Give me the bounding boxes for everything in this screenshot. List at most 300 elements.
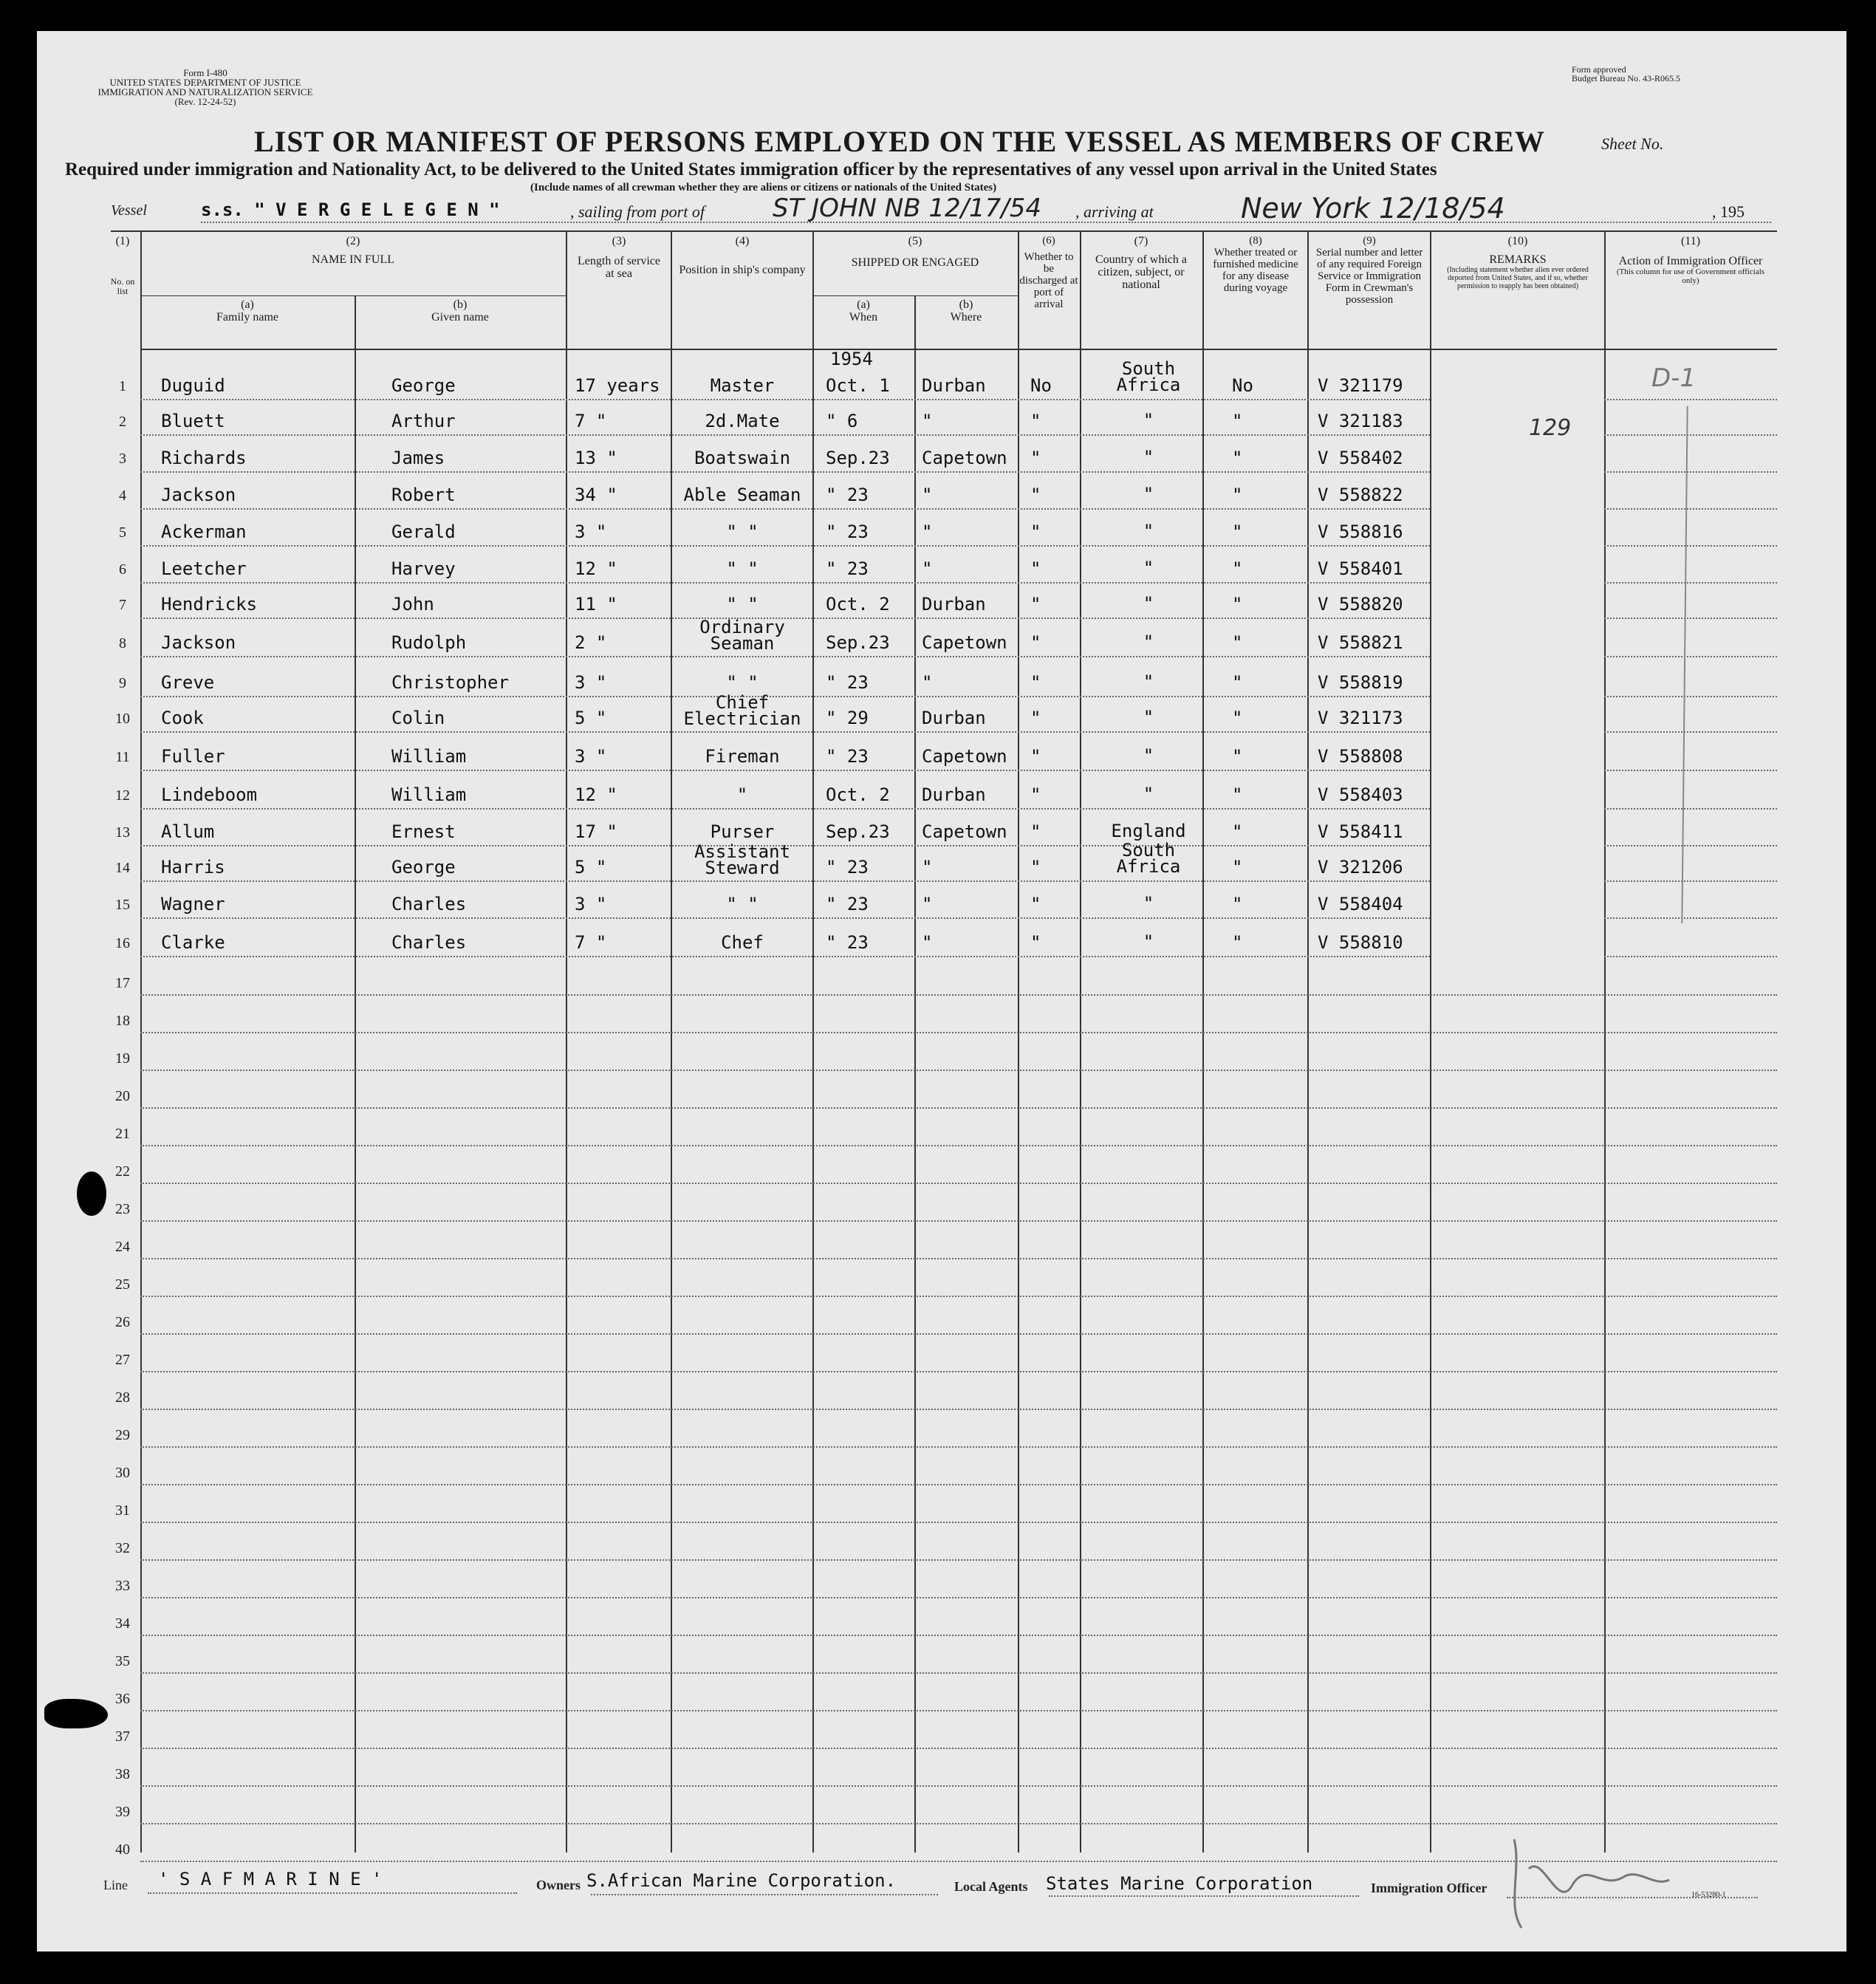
col6-label: Whether to be discharged at port of arrival (1019, 251, 1078, 310)
cell-country: " (1143, 671, 1154, 692)
row-number: 40 (115, 1841, 130, 1858)
cell-country: " (1143, 558, 1154, 578)
cell-discharged: " (1030, 632, 1041, 653)
arriving-at-value: New York 12/18/54 (1241, 192, 1505, 225)
col2a-label: Family name (216, 311, 278, 324)
row-rule-action (1604, 471, 1777, 473)
cell-country: " (1143, 447, 1154, 468)
officer-signature (1499, 1824, 1677, 1935)
cell-country: " (1143, 707, 1154, 728)
row-number: 4 (119, 488, 126, 504)
cell-family: Jackson (161, 632, 236, 653)
row-number: 19 (115, 1050, 130, 1067)
cell-service: 7 " (575, 411, 607, 431)
cell-when: " 23 (826, 672, 869, 693)
cell-country: " (1143, 893, 1154, 914)
row-rule (140, 1559, 1777, 1561)
cell-given: Christopher (391, 672, 509, 693)
cell-discharged: " (1030, 485, 1041, 505)
cell-serial: V 558820 (1318, 594, 1403, 615)
cell-medicine: " (1232, 708, 1243, 728)
cell-serial: V 558401 (1318, 558, 1403, 579)
col4-number: (4) (735, 235, 750, 247)
cell-given: Ernest (391, 821, 456, 842)
row-number: 30 (115, 1465, 130, 1481)
cell-where: " (922, 521, 933, 542)
row-number: 37 (115, 1728, 130, 1745)
row-number: 34 (115, 1615, 130, 1632)
row-rule (140, 1258, 1777, 1259)
cell-service: 11 " (575, 594, 617, 615)
cell-service: 3 " (575, 521, 607, 542)
col-divider-7 (1202, 230, 1204, 1853)
cell-country: England (1111, 821, 1186, 841)
row-rule (140, 1296, 1777, 1297)
table-top-rule (111, 230, 1777, 232)
ink-blot-top (77, 1171, 106, 1216)
cell-where: Durban (922, 708, 986, 728)
cell-family: Hendricks (161, 594, 258, 615)
service-name: IMMIGRATION AND NATURALIZATION SERVICE (97, 86, 313, 98)
col6-number: (6) (1042, 235, 1055, 247)
line-dots (148, 1892, 517, 1894)
col2b-label: Given name (431, 311, 489, 324)
col9-header (1310, 235, 1428, 306)
cell-given: James (391, 448, 445, 468)
cell-position: " " (726, 894, 759, 914)
col8-number: (8) (1249, 235, 1262, 247)
cell-country: " (1143, 593, 1154, 614)
row-number: 18 (115, 1013, 130, 1029)
col9-label: Serial number and letter of any required Foreign Service or Immigration Form in Crewman's possession (1315, 247, 1423, 306)
cell-family: Duguid (161, 375, 225, 396)
cell-country: South Africa (1116, 840, 1181, 877)
cell-given: Harvey (391, 558, 456, 579)
row-rule (140, 545, 1430, 547)
form-agency-header (65, 68, 346, 106)
cell-country: " (1143, 931, 1154, 952)
col5b-number: (b) (959, 298, 973, 311)
cell-medicine: No (1232, 375, 1253, 396)
row-rule (140, 1371, 1777, 1372)
cell-medicine: " (1232, 632, 1243, 653)
cell-service: 3 " (575, 894, 607, 914)
remarks-mark: 129 (1529, 415, 1572, 441)
row-rule (140, 582, 1430, 584)
immigration-officer-label: Immigration Officer (1371, 1881, 1488, 1895)
row-rule-action (1604, 956, 1777, 957)
vessel-line-dots (201, 222, 1771, 223)
cell-discharged: " (1030, 708, 1041, 728)
cell-family: Fuller (161, 746, 225, 767)
row-rule (140, 656, 1430, 657)
row-number: 26 (115, 1314, 130, 1330)
cell-discharged: No (1030, 375, 1052, 396)
cell-serial: V 558819 (1318, 672, 1403, 693)
cell-discharged: " (1030, 558, 1041, 579)
cell-country: " (1143, 745, 1154, 766)
cell-discharged: " (1030, 821, 1041, 842)
col1-number: (1) (115, 235, 130, 247)
cell-position: Chief Electrician (683, 692, 801, 729)
cell-given: John (391, 594, 434, 615)
cell-position: Assistant Steward (694, 841, 791, 878)
row-rule (140, 956, 1430, 957)
cell-service: 5 " (575, 708, 607, 728)
cell-position: " " (726, 521, 759, 542)
row-rule (140, 1748, 1777, 1749)
cell-medicine: " (1232, 894, 1243, 914)
row-rule (140, 1220, 1777, 1222)
form-approved: Form approved (1572, 64, 1626, 75)
cell-given: William (391, 784, 467, 805)
row-number: 20 (115, 1088, 130, 1104)
header-bottom-rule (140, 349, 1777, 350)
row-rule-action (1604, 696, 1777, 697)
row-number: 10 (115, 711, 130, 727)
col4-label: Position in ship's company (679, 264, 806, 276)
row-rule (140, 1446, 1777, 1448)
cell-where: " (922, 894, 933, 914)
col6-header (1019, 235, 1078, 310)
legal-requirement: Required under immigration and Nationality Act, to be delivered to the United States immigration officer by the representatives of any vessel upon arrival in the United States (65, 160, 1437, 179)
cell-when: " 29 (826, 708, 869, 728)
col5b-label: Where (950, 311, 982, 324)
cell-family: Lindeboom (161, 784, 258, 805)
cell-when: " 23 (826, 932, 869, 953)
row-rule-action (1604, 399, 1777, 400)
cell-position: Master (710, 375, 775, 396)
cell-medicine: " (1232, 594, 1243, 615)
cell-medicine: " (1232, 411, 1243, 431)
name-subheader-rule (140, 295, 566, 296)
col1-header (108, 235, 137, 296)
cell-discharged: " (1030, 784, 1041, 805)
col11-note: (This column for use of Government officials only) (1616, 267, 1765, 285)
cell-service: 5 " (575, 857, 607, 878)
row-rule-action (1604, 618, 1777, 619)
row-rule-action (1604, 917, 1777, 919)
cell-serial: V 558403 (1318, 784, 1403, 805)
row-rule (140, 994, 1777, 996)
cell-serial: V 321183 (1318, 411, 1403, 431)
row-rule (140, 1145, 1777, 1146)
row-number: 35 (115, 1653, 130, 1669)
cell-where: " (922, 672, 933, 693)
cell-where: " (922, 485, 933, 505)
cell-serial: V 321173 (1318, 708, 1403, 728)
corner-code: 16-53280-1 (1691, 1891, 1726, 1899)
arriving-at-label: , arriving at (1075, 202, 1154, 221)
col2b-header (355, 298, 566, 324)
row-number: 6 (119, 561, 126, 578)
cell-country: South Africa (1116, 358, 1181, 395)
col-divider-10 (1604, 230, 1606, 1853)
row-rule (140, 1710, 1777, 1711)
cell-service: 12 " (575, 558, 617, 579)
owners-dots (591, 1894, 938, 1895)
department-name: UNITED STATES DEPARTMENT OF JUSTICE (109, 77, 301, 88)
cell-service: 3 " (575, 672, 607, 693)
cell-given: William (391, 746, 467, 767)
row-rule (140, 1484, 1777, 1485)
revision-date: (Rev. 12-24-52) (174, 96, 236, 107)
col7-number: (7) (1134, 235, 1148, 247)
col11-label: Action of Immigration Officer (1618, 255, 1763, 267)
row-rule (140, 808, 1430, 810)
cell-where: Durban (922, 375, 986, 396)
row-rule-action (1604, 731, 1777, 733)
col5a-label: When (849, 311, 878, 324)
cell-when: Sep.23 (826, 448, 890, 468)
cell-position: Ordinary Seaman (699, 617, 785, 654)
col11-number: (11) (1680, 235, 1701, 247)
cell-where: " (922, 558, 933, 579)
cell-position: 2d.Mate (705, 411, 780, 431)
col7-header (1084, 235, 1198, 291)
cell-family: Allum (161, 821, 215, 842)
row-rule (140, 1333, 1777, 1335)
col5a-header (812, 298, 914, 324)
cell-given: Rudolph (391, 632, 467, 653)
cell-medicine: " (1232, 932, 1243, 953)
col2a-number: (a) (241, 298, 254, 311)
row-rule (140, 508, 1430, 510)
row-number: 36 (115, 1691, 130, 1707)
row-number: 38 (115, 1766, 130, 1782)
col10-note: (Including statement whether alien ever ordered deported from United States, and if so, whether permission to reapply has been obtained) (1447, 266, 1589, 290)
row-rule-action (1604, 808, 1777, 810)
row-rule (140, 1107, 1777, 1109)
cell-medicine: " (1232, 448, 1243, 468)
sailing-from-label: , sailing from port of (570, 202, 705, 221)
cell-when: Sep.23 (826, 632, 890, 653)
col-divider-6 (1080, 230, 1081, 1853)
cell-when: " 23 (826, 485, 869, 505)
col8-header (1207, 235, 1304, 294)
cell-serial: V 558402 (1318, 448, 1403, 468)
cell-service: 12 " (575, 784, 617, 805)
cell-service: 2 " (575, 632, 607, 653)
cell-service: 17 years (575, 375, 660, 396)
page-title: LIST OR MANIFEST OF PERSONS EMPLOYED ON THE VESSEL AS MEMBERS OF CREW (254, 125, 1545, 158)
cell-where: Capetown (922, 746, 1007, 767)
row-number: 23 (115, 1201, 130, 1217)
row-number: 21 (115, 1126, 130, 1142)
cell-discharged: " (1030, 411, 1041, 431)
col10-label: REMARKS (1489, 253, 1547, 266)
cell-discharged: " (1030, 594, 1041, 615)
cell-where: Durban (922, 784, 986, 805)
row-number: 2 (119, 414, 126, 430)
col-divider-2a (355, 295, 356, 1853)
year-suffix: , 195 (1712, 202, 1745, 221)
cell-serial: V 321206 (1318, 857, 1403, 878)
row-number: 12 (115, 787, 130, 804)
cell-serial: V 321179 (1318, 375, 1403, 396)
row-rule-action (1604, 770, 1777, 771)
cell-medicine: " (1232, 746, 1243, 767)
cell-where: " (922, 857, 933, 878)
row-number: 14 (115, 860, 130, 876)
col3-label: Length of service at sea (578, 255, 660, 280)
cell-serial: V 558822 (1318, 485, 1403, 505)
cell-position: Purser (710, 821, 775, 842)
cell-service: 34 " (575, 485, 617, 505)
sheet-number-label: Sheet No. (1601, 134, 1664, 153)
year-note: 1954 (830, 349, 873, 369)
budget-bureau-number: Budget Bureau No. 43-R065.5 (1572, 73, 1680, 83)
col2b-number: (b) (453, 298, 468, 311)
cell-family: Jackson (161, 485, 236, 505)
row-number: 16 (115, 935, 130, 951)
col-divider-1 (140, 230, 142, 1853)
cell-service: 3 " (575, 746, 607, 767)
cell-serial: V 558411 (1318, 821, 1403, 842)
cell-discharged: " (1030, 857, 1041, 878)
col-divider-9 (1430, 230, 1431, 1853)
include-note: (Include names of all crewman whether they are aliens or citizens or nationals of the United States) (530, 182, 997, 194)
col10-header (1433, 235, 1603, 290)
cell-given: Charles (391, 932, 467, 953)
cell-service: 13 " (575, 448, 617, 468)
sailing-from-value: ST JOHN NB 12/17/54 (773, 194, 1042, 223)
row-rule (140, 917, 1430, 919)
cell-family: Wagner (161, 894, 225, 914)
cell-country: " (1143, 410, 1154, 431)
row-rule (140, 1070, 1777, 1071)
row-rule-action (1604, 582, 1777, 584)
cell-when: Sep.23 (826, 821, 890, 842)
row-rule (140, 731, 1430, 733)
cell-country: " (1143, 484, 1154, 504)
cell-family: Greve (161, 672, 215, 693)
cell-discharged: " (1030, 932, 1041, 953)
row-rule (140, 471, 1430, 473)
row-number: 7 (119, 597, 126, 613)
col5-header (812, 235, 1018, 269)
cell-where: " (922, 411, 933, 431)
cell-service: 7 " (575, 932, 607, 953)
row-number: 27 (115, 1352, 130, 1368)
row-rule-action (1604, 434, 1777, 436)
cell-given: Robert (391, 485, 456, 505)
vessel-name: s.s. " V E R G E L E G E N " (201, 199, 500, 220)
row-rule (140, 1522, 1777, 1523)
cell-when: " 23 (826, 857, 869, 878)
col-divider-3 (671, 230, 672, 1853)
row-rule (140, 399, 1430, 400)
col3-header (575, 235, 663, 280)
row-number: 9 (119, 675, 126, 691)
line-value: ' S A F M A R I N E ' (158, 1869, 383, 1889)
cell-discharged: " (1030, 448, 1041, 468)
col2a-header (140, 298, 355, 324)
cell-serial: V 558816 (1318, 521, 1403, 542)
col4-header (674, 235, 811, 276)
row-rule (140, 1785, 1777, 1787)
cell-medicine: " (1232, 521, 1243, 542)
row-number: 31 (115, 1502, 130, 1519)
cell-discharged: " (1030, 746, 1041, 767)
col-divider-8 (1307, 230, 1309, 1853)
cell-position: " " (726, 594, 759, 615)
cell-position: " " (726, 672, 759, 693)
cell-family: Ackerman (161, 521, 247, 542)
form-number: Form I-480 (183, 67, 227, 78)
row-number: 3 (119, 451, 126, 467)
cell-when: " 6 (826, 411, 858, 431)
cell-serial: V 558821 (1318, 632, 1403, 653)
row-rule (140, 1183, 1777, 1184)
col-divider-4 (812, 230, 814, 1853)
ink-blot-bottom (44, 1699, 108, 1728)
cell-given: Gerald (391, 521, 456, 542)
cell-given: George (391, 857, 456, 878)
cell-when: Oct. 2 (826, 784, 890, 805)
owners-value: S.African Marine Corporation. (586, 1870, 897, 1891)
cell-serial: V 558404 (1318, 894, 1403, 914)
cell-when: Oct. 2 (826, 594, 890, 615)
cell-position: Boatswain (694, 448, 791, 468)
col3-number: (3) (612, 235, 626, 247)
agents-dots (1049, 1895, 1359, 1897)
line-label: Line (103, 1878, 128, 1892)
col7-label: Country of which a citizen, subject, or national (1095, 253, 1187, 291)
col9-number: (9) (1363, 235, 1376, 247)
col-divider-5 (1018, 230, 1019, 1853)
row-rule-action (1604, 545, 1777, 547)
cell-position: " (736, 784, 748, 805)
col5-label: SHIPPED OR ENGAGED (851, 256, 979, 269)
row-number: 22 (115, 1163, 130, 1180)
row-number: 11 (115, 749, 130, 765)
cell-serial: V 558810 (1318, 932, 1403, 953)
cell-when: Oct. 1 (826, 375, 890, 396)
cell-medicine: " (1232, 857, 1243, 878)
row-rule (140, 880, 1430, 882)
row-rule-action (1604, 656, 1777, 657)
row-rule (140, 770, 1430, 771)
row-number: 15 (115, 897, 130, 913)
vessel-label: Vessel (111, 202, 147, 219)
col2-header (140, 235, 566, 266)
row-rule (140, 434, 1430, 436)
col-divider-5a (914, 295, 916, 1853)
cell-given: Charles (391, 894, 467, 914)
row-rule (140, 1672, 1777, 1674)
cell-family: Harris (161, 857, 225, 878)
row-number: 33 (115, 1578, 130, 1594)
col-divider-2 (566, 230, 567, 1853)
cell-when: " 23 (826, 521, 869, 542)
cell-family: Bluett (161, 411, 225, 431)
col8-label: Whether treated or furnished medicine for any disease during voyage (1213, 247, 1298, 294)
col10-number: (10) (1507, 235, 1528, 247)
col5-number: (5) (908, 235, 922, 247)
row-number: 25 (115, 1276, 130, 1293)
col5a-number: (a) (857, 298, 870, 311)
row-rule-action (1604, 880, 1777, 882)
row-number: 39 (115, 1804, 130, 1820)
cell-given: Arthur (391, 411, 456, 431)
cell-when: " 23 (826, 746, 869, 767)
cell-family: Clarke (161, 932, 225, 953)
cell-family: Cook (161, 708, 204, 728)
row-number: 13 (115, 824, 130, 841)
cell-discharged: " (1030, 894, 1041, 914)
row-number: 8 (119, 635, 126, 651)
